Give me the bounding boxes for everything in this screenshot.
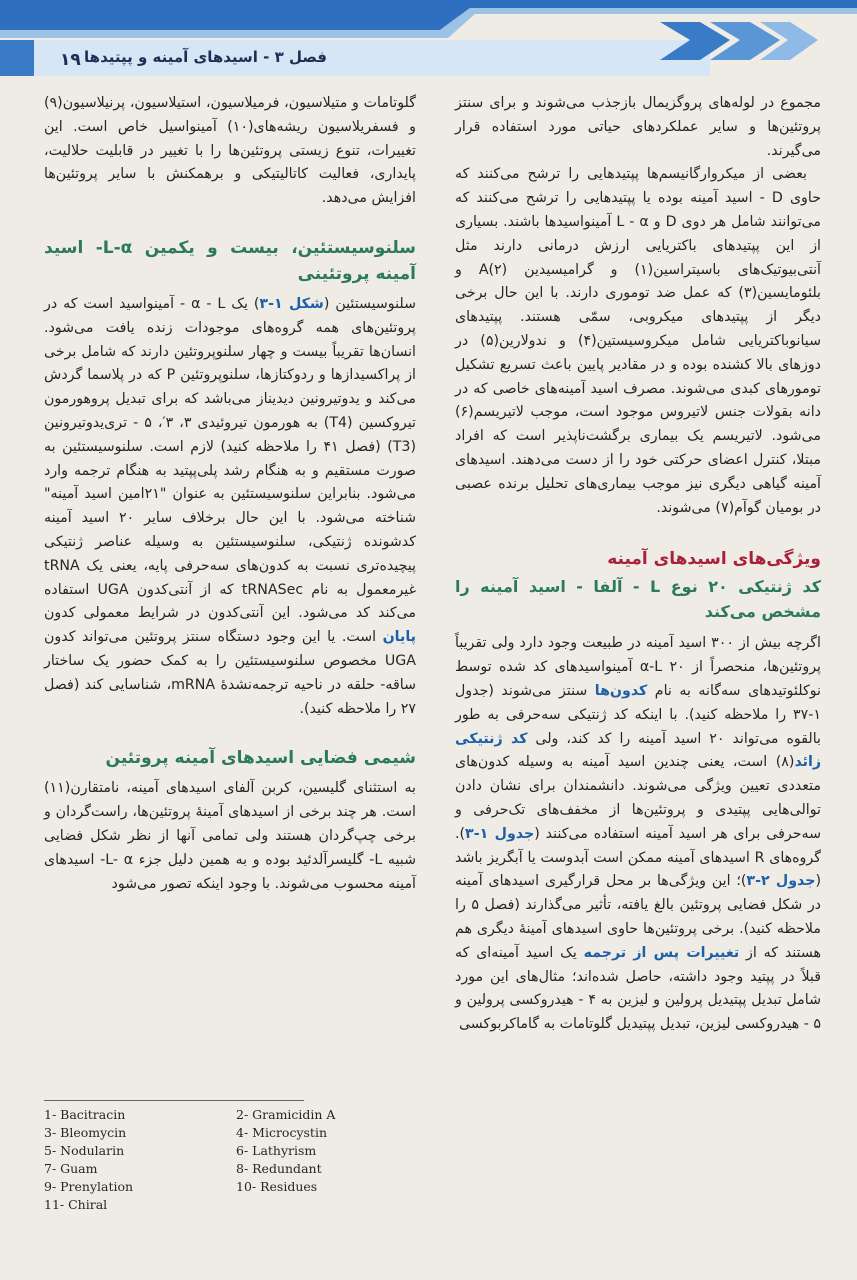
text-run: سلنوسیستئین ( [323, 295, 416, 312]
footnote: 7- Guam [44, 1161, 98, 1176]
figure-reference: شکل ۱-۳ [259, 295, 324, 312]
keyword-codons: کدون‌ها [594, 682, 648, 699]
text-run: )؛ این ویژگی‌ها بر محل قرارگیری اسیدهای آمینه در شکل فضایی پروتئین بالغ یافته، تأثیر می‌گذارند (فصل ۵ را ملاحظه کنید). برخی پروتئین‌ها حاوی اسیدهای آمینهٔ دیگری هم هستند که از [455, 873, 821, 961]
footnote-list [44, 1107, 416, 1212]
footnote: 10- Residues [236, 1179, 318, 1194]
table-reference: جدول ۲-۳ [746, 873, 816, 890]
left-column [44, 92, 416, 896]
keyword-stop: پایان [382, 629, 416, 646]
paragraph [455, 632, 821, 1037]
paragraph: گلوتامات و متیلاسیون، فرمیلاسیون، استیلاسیون، پرنیلاسیون(۹) و فسفریلاسیون ریشه‌های(۱۰) آمینواسیل خاص است. این تغییرات، تنوع زیستی پروتئین‌ها را با تغییر در قابلیت حلالیت، پایداری، فعالیت کاتالیتیکی و برهمکنش با سایر پروتئین‌ها افزایش می‌دهد. [44, 95, 416, 207]
footnote: 5- Nodularin [44, 1143, 125, 1158]
text-run: ) یک α - L - آمینواسید است که در پروتئین‌های همه گروه‌های موجودات زنده یافت می‌شود. انسان‌ها تقریباً بیست و چهار سلنوپروتئین دارند که شامل برخی از پراکسیدازها و ردوکتازها، سلنوپروتئین P که در پلاسما گردش می‌کند و یدوتیرونین دیدیناز می‌باشد که برای تبدیل پروهورمون تیروکسین (T4) به هورمون تیروئیدی ۳، ۳′، ۵ - تری‌یدوتیرونین (T3) (فصل ۴۱ را ملاحظه کنید) لازم است. سلنوسیستئین به صورت مستقیم و به هنگام رشد پلی‌پپتید به هنگام ترجمه وارد می‌شود. بنابراین سلنوسیستئین به عنوان "۲۱امین اسید آمینه" شناخته می‌شود. با این حال برخلاف سایر ۲۰ اسید آمینه کدشونده ژنتیکی، سلنوسیستئین به وسیله عناصر ژنتیکی پیچیده‌تری نسبت به کدون‌های سه‌حرفی پایه، یعنی یک tRNA غیرمعمول به نام tRNASec که از آنتی‌کدون UGA استفاده می‌کند کد می‌شود. این آنتی‌کدون در شرایط معمولی کدون [44, 295, 416, 622]
right-column [455, 92, 821, 1037]
footnote: 3- Bleomycin [44, 1125, 127, 1140]
text-run: اگرچه بیش از ۳۰۰ اسید آمینه در طبیعت وجود دارد ولی تقریباً پروتئین‌ها، منحصراً از ۲۰ α-L آمینواسیدهای کد شده توسط نوکلئوتیدهای سه‌گانه به نام [455, 635, 821, 699]
keyword-redundant-code: کد ژنتیکی زائد [455, 730, 821, 771]
section-heading: شیمی فضایی اسیدهای آمینه پروتئین [105, 748, 416, 769]
footnotes [44, 1100, 416, 1212]
chapter-title: فصل ۳ - اسیدهای آمینه و پپتیدها [84, 48, 327, 66]
keyword-ptm: تغییرات پس از ترجمه [583, 944, 740, 961]
footnote: 4- Microcystin [236, 1125, 327, 1140]
paragraph [44, 293, 416, 721]
paragraph: مجموع در لوله‌های پروگزیمال بازجذب می‌شوند و برای سنتز پروتئین‌ها و سایر عملکردهای حیاتی مورد استفاده قرار می‌گیرند. [455, 95, 821, 159]
page-header [0, 0, 857, 82]
table-reference: جدول ۱-۳ [465, 825, 535, 842]
footnote: 9- Prenylation [44, 1179, 134, 1194]
header-banner [0, 0, 857, 82]
footnote: 2- Gramicidin A [236, 1107, 336, 1122]
text-run: (۸) است، یعنی چندین اسید آمینه به وسیله کدون‌های متعددی تعیین ویژگی می‌شوند. دانشمندان برای نشان دادن توالی‌هایی پپتیدی و پروتئین‌ها از مخفف‌های تک‌حرفی و سه‌حرفی برای هر اسید آمینه استفاده می‌کنند ( [455, 754, 821, 842]
page-number: ۱۹ [60, 50, 81, 70]
paragraph: بعضی از میکروارگانیسم‌ها پپتیدهایی را ترشح می‌کنند که حاوی D - اسید آمینه بوده یا پپتیدهایی را ترشح می‌کنند که می‌توانند شامل هر دوی D و L - α آمینواسیدها باشند. بسیاری از این پپتیدهای باکتریایی ارزش درمانی دارند مثل آنتی‌بیوتیک‌های باسیتراسین(۱) و گرامیسیدین A(۲) و بلئومایسین(۳) که عمل ضد توموری دارند. با این حال برخی دیگر از پپتیدهای میکروبی، سمّی هستند. پپتیدهای سیانوباکتریایی شامل میکروسیستین(۴) و ندولارین(۵) در دوزهای بالا کشنده بوده و در مقادیر پایین باعث تسریع تشکیل تومورهای کبدی می‌شوند. مصرف اسید آمینه‌های خاصی که در دانه بقولات جنس لاتیروس موجود است، موجب لاتیریسم(۶) می‌شود. لاتیریسم یک بیماری برگشت‌ناپذیر است که افراد مبتلا، کنترل اعضای حرکتی خود را از دست می‌دهند. اسیدهای آمینه گیاهی دیگری نیز موجب بیماری‌های تحلیل برنده عصبی در بومیان گوآم(۷) می‌شوند. [455, 166, 822, 516]
text-run: ). گروه‌های R اسیدهای آمینه ممکن است آبدوست یا آبگریز باشد ( [455, 825, 821, 890]
subsection-heading: کد ژنتیکی ۲۰ نوع L - آلفا - اسید آمینه را مشخص می‌کند [455, 577, 822, 622]
footnote: 1- Bacitracin [44, 1107, 126, 1122]
footnote-rule [44, 1100, 304, 1101]
text-run: یک اسید آمینه‌ای که قبلاً در پپتید وجود داشته، حاصل شده‌اند؛ مثال‌های این مورد شامل تبدیل پپتیدیل پرولین و لیزین به ۴ - هیدروکسی پرولین و ۵ - هیدروکسی لیزین، تبدیل پپتیدیل گلوتامات به گاماکربوکسی [455, 944, 821, 1033]
text-run: سنتز می‌شوند (جدول ۱-۳۷ را ملاحظه کنید). با اینکه کد ژنتیکی سه‌حرفی به طور بالقوه می‌تواند ۲۰ اسید آمینه را کد کند، ولی [455, 682, 821, 747]
footnote: 11- Chiral [44, 1197, 108, 1212]
section-heading: ویژگی‌های اسیدهای آمینه [607, 549, 821, 570]
paragraph: به استثنای گلیسین، کربن آلفای اسیدهای آمینه، نامتقارن(۱۱) است. هر چند برخی از اسیدهای آمینهٔ پروتئین‌ها، راست‌گردان و برخی چپ‌گردان هستند ولی تمامی آنها از نظر شکل فضایی شبیه L- گلیسرآلدئید بوده و به همین دلیل جزء L- α- اسیدهای آمینه محسوب می‌شوند. با وجود اینکه تصور می‌شود [44, 780, 416, 892]
footnote: 6- Lathyrism [236, 1143, 317, 1158]
footnote: 8- Redundant [236, 1161, 322, 1176]
text-run: است. یا این وجود دستگاه سنتز پروتئین می‌تواند کدون UGA مخصوص سلنوسیستئین را به کمک حضور یک ساختار ساقه- حلقه در ناحیه ترجمه‌نشدهٔ mRNA، شناسایی کند (فصل ۲۷ را ملاحظه کنید). [44, 629, 416, 717]
section-heading: سلنوسیستئین، بیست و یکمین L-α- اسید آمینه پروتئینی [44, 237, 416, 284]
